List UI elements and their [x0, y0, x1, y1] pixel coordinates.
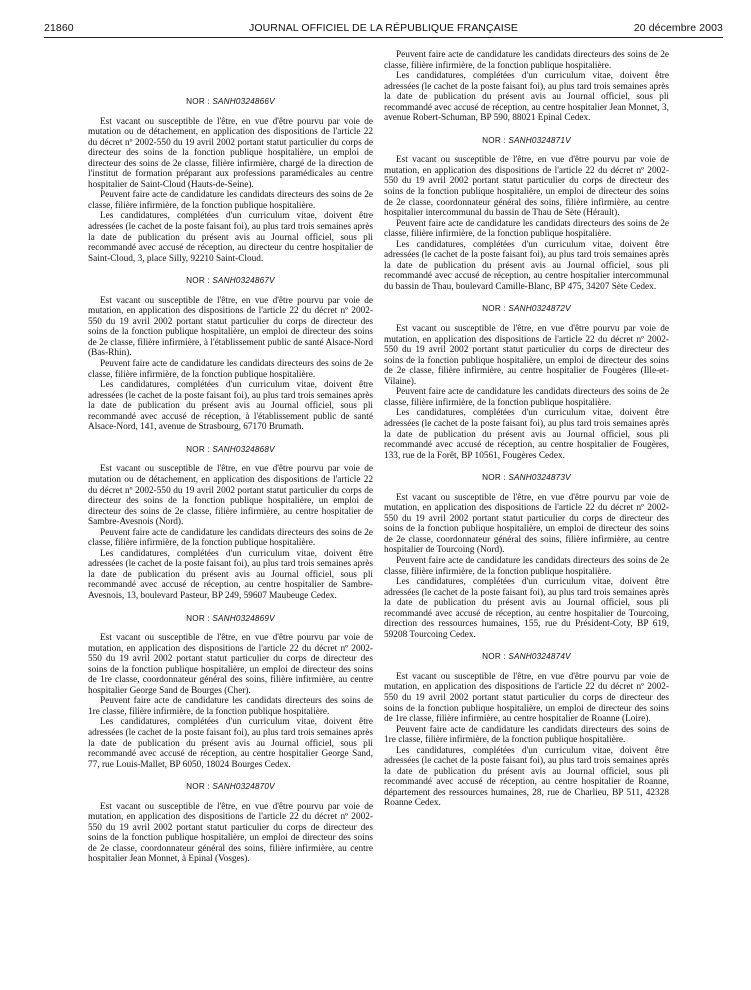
- notice-paragraph: Les candidatures, complétées d'un curriculum vitae, doivent être adressées (le cachet de la poste faisant foi), au plus tard trois semaines après la date de publication du présent avis au Journal officiel, sous pli recommandé avec accusé de réception, au centre hospitalier de Sambre-Avesnois, 13, boulevard Pasteur, BP 249, 59607 Maubeuge Cedex.: [88, 548, 373, 601]
- notice-paragraph: Peuvent faire acte de candidature les candidats directeurs des soins de 2e classe, filière infirmière, de la fonction publique hospitalière.: [88, 359, 373, 380]
- nor-code: SANH0324868V: [212, 444, 275, 454]
- notice-paragraph: Est vacant ou susceptible de l'être, en vue d'être pourvu par voie de mutation, en application des dispositions de l'article 22 du décret nº 2002-550 du 19 avril 2002 portant statut particulier du corps de directeur des soins de la fonction publique hospitalière, un emploi de directeur des soins de 1re classe, filière infirmière, au centre hospitalier de Roanne (Loire).: [384, 671, 669, 725]
- left-column: [88, 50, 373, 865]
- nor-reference: [88, 614, 373, 625]
- notice-paragraph: Peuvent faire acte de candidature les candidats directeurs des soins de 2e classe, filière infirmière, de la fonction publique hospitalière.: [88, 527, 373, 549]
- nor-code: SANH0324867V: [212, 276, 275, 286]
- right-column: [384, 50, 669, 809]
- notice-paragraph: Est vacant ou susceptible de l'être, en vue d'être pourvu par voie de mutation, en application des dispositions de l'article 22 du décret nº 2002-550 du 19 avril 2002 portant statut particulier du corps de directeur des soins de la fonction publique hospitalière, un emploi de directeur des soins de 2e classe, filière infirmière, au centre hospitalier de Fougères (Ille-et-Vilaine).: [384, 324, 669, 387]
- nor-prefix: NOR :: [482, 135, 509, 145]
- nor-prefix: NOR :: [482, 473, 509, 483]
- notice-paragraph: Peuvent faire acte de candidature les candidats directeurs des soins de 1re classe, filière infirmière, de la fonction publique hospitalière.: [88, 696, 373, 717]
- nor-code: SANH0324872V: [508, 304, 571, 314]
- nor-prefix: NOR :: [186, 613, 213, 623]
- notice-paragraph: Peuvent faire acte de candidature les candidats directeurs des soins de 1re classe, filière infirmière, de la fonction publique hospitalière.: [384, 724, 669, 746]
- nor-prefix: NOR :: [186, 444, 213, 454]
- nor-code: SANH0324874V: [508, 652, 571, 662]
- notice-paragraph: Peuvent faire acte de candidature les candidats directeurs des soins de 2e classe, filière infirmière, de la fonction publique hospitalière.: [384, 387, 669, 408]
- nor-reference: [384, 136, 669, 147]
- continuation-paragraph: Peuvent faire acte de candidature les candidats directeurs des soins de 2e classe, filière infirmière, de la fonction publique hospitalière.: [384, 50, 669, 71]
- notice-paragraph: Est vacant ou susceptible de l'être, en vue d'être pourvu par voie de mutation, en application des dispositions de l'article 22 du décret nº 2002-550 du 19 avril 2002 portant statut particulier du corps de directeur des soins de la fonction publique hospitalière, un emploi de directeur des soins de 2e classe, coordonnateur général des soins, filière infirmière, au centre hospitalier intercommunal du bassin de Thau de Sète (Hérault).: [384, 155, 669, 219]
- nor-code: SANH0324869V: [212, 613, 275, 623]
- nor-reference: [88, 97, 373, 108]
- notice-paragraph: Est vacant ou susceptible de l'être, en vue d'être pourvu par voie de mutation, en application des dispositions de l'article 22 du décret nº 2002-550 du 19 avril 2002 portant statut particulier du corps de directeur des soins de la fonction publique hospitalière, un emploi de directeur des soins de 2e classe, coordonnateur général des soins, filière infirmière, au centre hospitalier Jean Monnet, à Epinal (Vosges).: [88, 801, 373, 865]
- nor-reference: [88, 445, 373, 456]
- notice-paragraph: Peuvent faire acte de candidature les candidats directeurs des soins de 2e classe, filière infirmière, de la fonction publique hospitalière.: [384, 218, 669, 240]
- nor-reference: [88, 782, 373, 793]
- notice-paragraph: Les candidatures, complétées d'un curriculum vitae, doivent être adressées (le cachet de la poste faisant foi), au plus tard trois semaines après la date de publication du présent avis au Journal officiel, sous pli recommandé avec accusé de réception, à l'établissement public de santé Alsace-Nord, 141, avenue de Strasbourg, 67170 Brumath.: [88, 380, 373, 433]
- notice-paragraph: Les candidatures, complétées d'un curriculum vitae, doivent être adressées (le cachet de la poste faisant foi), au plus tard trois semaines après la date de publication du présent avis au Journal officiel, sous pli recommandé avec accusé de réception, au centre hospitalier George Sand, 77, rue Louis-Mallet, BP 6050, 18024 Bourges Cedex.: [88, 717, 373, 770]
- notice-paragraph: Les candidatures, complétées d'un curriculum vitae, doivent être adressées (le cachet de la poste faisant foi), au plus tard trois semaines après la date de publication du présent avis au Journal officiel, sous pli recommandé avec accusé de réception, au centre hospitalier de Roanne, département des ressources humaines, 28, rue de Charlieu, BP 511, 42328 Roanne Cedex.: [384, 745, 669, 809]
- notice-paragraph: Les candidatures, complétées d'un curriculum vitae, doivent être adressées (le cachet de la poste faisant foi), au plus tard trois semaines après la date de publication du présent avis au Journal officiel, sous pli recommandé avec accusé de réception, au centre hospitalier intercommunal du bassin de Thau, boulevard Camille-Blanc, BP 475, 34207 Sète Cedex.: [384, 239, 669, 292]
- nor-reference: [88, 276, 373, 287]
- notice-paragraph: Les candidatures, complétées d'un curriculum vitae, doivent être adressées (le cachet de la poste faisant foi), au plus tard trois semaines après la date de publication du présent avis au Journal officiel, sous pli recommandé avec accusé de réception, au centre hospitalier de Fougères, 133, rue de la Forêt, BP 10561, Fougères Cedex.: [384, 408, 669, 461]
- notice-paragraph: Est vacant ou susceptible de l'être, en vue d'être pourvu par voie de mutation, en application des dispositions de l'article 22 du décret nº 2002-550 du 19 avril 2002 portant statut particulier du corps de directeur des soins de la fonction publique hospitalière, un emploi de directeur des soins de 2e classe, coordonnateur général des soins, filière infirmière, au centre hospitalier de Tourcoing (Nord).: [384, 492, 669, 556]
- header-rule: [44, 37, 723, 38]
- nor-prefix: NOR :: [186, 276, 213, 286]
- notice-paragraph: Peuvent faire acte de candidature les candidats directeurs des soins de 2e classe, filière infirmière, de la fonction publique hospitalière.: [88, 190, 373, 211]
- nor-reference: [384, 473, 669, 484]
- journal-title: JOURNAL OFFICIEL DE LA RÉPUBLIQUE FRANÇAISE: [249, 22, 518, 34]
- publication-date: 20 décembre 2003: [633, 22, 723, 34]
- nor-reference: [384, 652, 669, 663]
- notice-paragraph: Est vacant ou susceptible de l'être, en vue d'être pourvu par voie de mutation, en application des dispositions de l'article 22 du décret nº 2002-550 du 19 avril 2002 portant statut particulier du corps de directeur des soins de la fonction publique hospitalière, un emploi de directeur des soins de 1re classe, coordonnateur général des soins, filière infirmière, au centre hospitalier George Sand de Bourges (Cher).: [88, 633, 373, 696]
- continuation-paragraph: Les candidatures, complétées d'un curriculum vitae, doivent être adressées (le cachet de la poste faisant foi), au plus tard trois semaines après la date de publication du présent avis au Journal officiel, sous pli recommandé avec accusé de réception, au centre hospitalier Jean Monnet, 3, avenue Robert-Schuman, BP 590, 88021 Epinal Cedex.: [384, 71, 669, 124]
- nor-prefix: NOR :: [482, 304, 509, 314]
- nor-reference: [384, 304, 669, 315]
- page-number: 21860: [44, 22, 74, 34]
- nor-code: SANH0324870V: [212, 782, 275, 792]
- notice-paragraph: Est vacant ou susceptible de l'être, en vue d'être pourvu par voie de mutation ou de détachement, en application des dispositions de l'article 22 du décret nº 2002-550 du 19 avril 2002 portant statut particulier du corps de directeur des soins de la fonction publique hospitalière, un emploi de directeur des soins de 2e classe, filière infirmière, au centre hospitalier de Sambre-Avesnois (Nord).: [88, 464, 373, 528]
- notice-paragraph: Est vacant ou susceptible de l'être, en vue d'être pourvu par voie de mutation ou de détachement, en application des dispositions de l'article 22 du décret nº 2002-550 du 19 avril 2002 portant statut particulier du corps de directeur des soins de la fonction publique hospitalière, un emploi de directeur des soins de 2e classe, filière infirmière, chargé de la direction de l'institut de formation préparant aux professions paramédicales au centre hospitalier de Saint-Cloud (Hauts-de-Seine).: [88, 116, 373, 190]
- nor-prefix: NOR :: [186, 97, 213, 106]
- notice-paragraph: Peuvent faire acte de candidature les candidats directeurs des soins de 2e classe, filière infirmière, de la fonction publique hospitalière.: [384, 555, 669, 577]
- notice-paragraph: Est vacant ou susceptible de l'être, en vue d'être pourvu par voie de mutation, en application des dispositions de l'article 22 du décret nº 2002-550 du 19 avril 2002 portant statut particulier du corps de directeur des soins de la fonction publique hospitalière, un emploi de directeur des soins de 2e classe, filière infirmière, à l'établissement public de santé Alsace-Nord (Bas-Rhin).: [88, 295, 373, 359]
- nor-code: SANH0324871V: [508, 135, 571, 145]
- nor-code: SANH0324866V: [212, 97, 275, 106]
- nor-prefix: NOR :: [482, 652, 509, 662]
- notice-paragraph: Les candidatures, complétées d'un curriculum vitae, doivent être adressées (le cachet de la poste faisant foi), au plus tard trois semaines après la date de publication du présent avis au Journal officiel, sous pli recommandé avec accusé de réception, au directeur du centre hospitalier de Saint-Cloud, 3, place Silly, 92210 Saint-Cloud.: [88, 211, 373, 264]
- nor-code: SANH0324873V: [508, 473, 571, 483]
- notice-paragraph: Les candidatures, complétées d'un curriculum vitae, doivent être adressées (le cachet de la poste faisant foi), au plus tard trois semaines après la date de publication du présent avis au Journal officiel, sous pli recommandé avec accusé de réception, au centre hospitalier de Tourcoing, direction des ressources humaines, 155, rue du Président-Coty, BP 619, 59208 Tourcoing Cedex.: [384, 577, 669, 640]
- page-header: [44, 22, 723, 38]
- nor-prefix: NOR :: [186, 782, 213, 792]
